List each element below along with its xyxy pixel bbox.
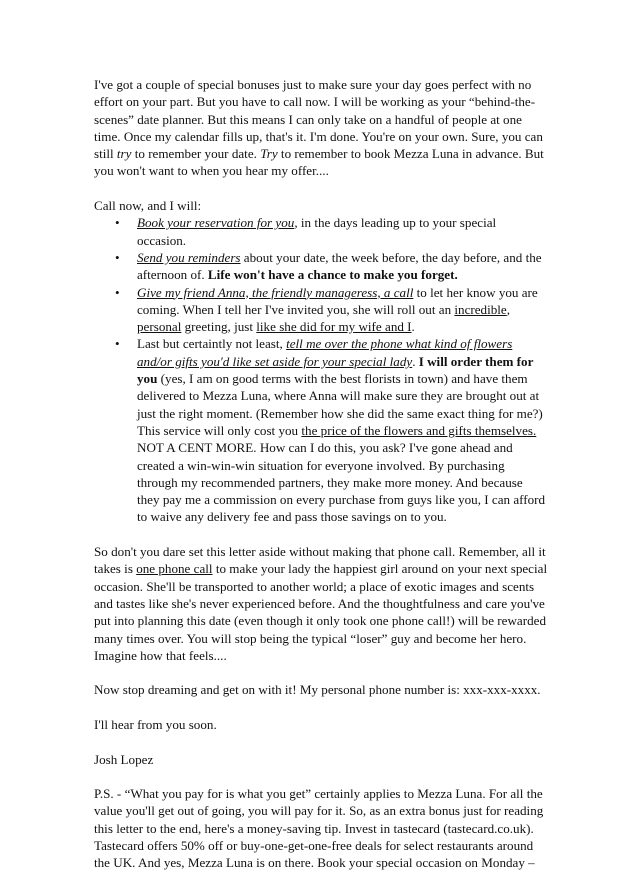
list-item-text: . — [412, 353, 419, 369]
list-item-text: Last but certaintly not least, — [137, 336, 287, 352]
intro-try-1: try — [116, 146, 132, 162]
call-anna-link[interactable]: Give my friend Anna, the friendly manageress, a call — [137, 284, 414, 300]
list-item-text: about your date, the week before, the day before, and the afternoon of. — [137, 249, 542, 283]
closing-line: I'll hear from you soon. — [94, 716, 217, 732]
underlined-incredible: incredible — [454, 301, 507, 317]
phone-number-paragraph: Now stop dreaming and get on with it! My personal phone number is: xxx-xxx-xxxx. — [94, 682, 541, 698]
list-item-text: (yes, I am on good terms with the best florists in town) and have them delivered to Mezza Luna, where Anna will make sure they are brought out at just the right moment. (Remember how she did the same exact thing for me?) This service will only cost you — [137, 371, 543, 438]
list-item — [94, 214, 548, 249]
flowers-gifts-link[interactable]: tell me over the phone what kind of flowers and/or gifts you'd like set aside for your special lady — [137, 336, 513, 369]
list-item-text: , in the days leading up to your special occasion. — [137, 215, 497, 248]
send-reminders-link[interactable]: Send you reminders — [137, 249, 241, 265]
list-item — [94, 335, 548, 525]
list-item — [94, 284, 548, 336]
underlined-wife-phrase: like she did for my wife and I — [256, 319, 412, 335]
underlined-price-phrase: the price of the flowers and gifts themselves. — [301, 422, 537, 438]
intro-text-2: to remember your date. — [131, 146, 261, 162]
list-item-text: to let her know you are coming. When I tell her I've invited you, she will roll out an — [137, 284, 538, 317]
paragraph-text: So don't you dare set this letter aside without making that phone call. Remember, all it takes is — [94, 544, 546, 577]
intro-text-3: to remember to book Mezza Luna in advance. But you won't want to when you hear my offer.... — [94, 146, 544, 179]
phone-call-paragraph — [94, 543, 548, 664]
list-item-text: . — [411, 319, 415, 335]
intro-try-2: Try — [260, 146, 278, 162]
intro-paragraph — [94, 76, 548, 180]
intro-text-1: I've got a couple of special bonuses just to make sure your day goes perfect with no effort on your part. But you have to call now. I will be working as your “behind-the-scenes” date planner. But this means I can only take on a handful of people at one time. Once my calendar fills up, that's it. I'm done. You're on your own. Sure, you can still — [94, 77, 543, 162]
offer-list — [94, 214, 548, 525]
signature: Josh Lopez — [94, 751, 154, 767]
emphasis-text: I will order them for you — [137, 353, 534, 387]
emphasis-text: Life won't have a chance to make you forget. — [207, 267, 458, 283]
list-item-text: , — [506, 301, 511, 317]
paragraph-text: to make your lady the happiest girl around on your next special occasion. She'll be transported to another world; a place of exotic images and scents and tastes like she's never experienced before. And the thoughtfulness and care you've put into planning this date (even though it only took one phone call!) will be rewarded many times over. You will stop being the typical “loser” guy and become her hero. Imagine how that feels.... — [94, 561, 548, 663]
underlined-one-phone-call: one phone call — [136, 561, 213, 577]
list-item — [94, 249, 548, 284]
list-item-text: NOT A CENT MORE. How can I do this, you ask? I've gone ahead and created a win-win-win situation for everyone involved. By purchasing through my recommended partners, they make more money. And because they pay me a commission on every purchase from guys like you, I can afford to waive any delivery fee and pass those savings on to you. — [137, 440, 546, 525]
list-item-text: greeting, just — [181, 319, 257, 335]
book-reservation-link[interactable]: Book your reservation for you — [137, 215, 295, 231]
underlined-personal: personal — [137, 319, 182, 335]
postscript: P.S. - “What you pay for is what you get” certainly applies to Mezza Luna. For all the value you'll get out of going, you will pay for it. So, as an extra bonus just for reading this letter to the end, here's a money-saving tip. Invest in tastecard (tastecard.co.uk). Tastecard offers 50% off or buy-one-get-one-free deals for select restaurants around the UK. And yes, Mezza Luna is on there. Book your special occasion on Monday – — [94, 786, 544, 871]
call-now-heading: Call now, and I will: — [94, 198, 202, 214]
